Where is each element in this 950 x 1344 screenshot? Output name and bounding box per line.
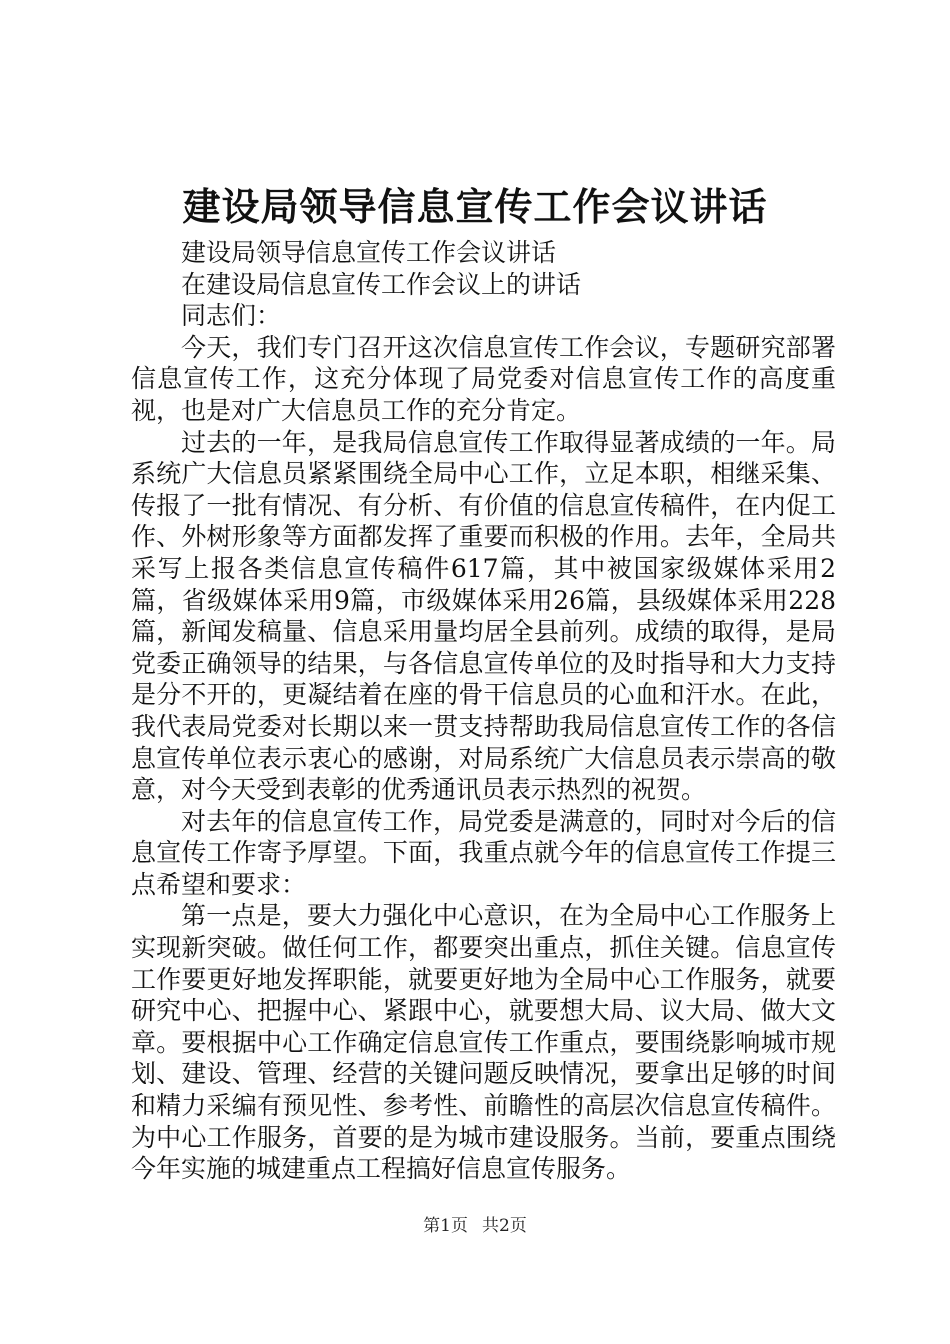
page-footer: [0, 1214, 950, 1238]
paragraph-requirements: 对去年的信息宣传工作，局党委是满意的，同时对今后的信息宣传工作寄予厚望。下面，我重点就今年的信息宣传工作提三点希望和要求：: [131, 806, 836, 899]
document-body: [131, 237, 836, 1185]
paragraph-salutation: 同志们：: [181, 301, 282, 331]
paragraph-heading: 建设局领导信息宣传工作会议讲话: [181, 238, 557, 267]
paragraph-intro: 今天，我们专门召开这次信息宣传工作会议，专题研究部署信息宣传工作，这充分体现了局党委对信息宣传工作的高度重视，也是对广大信息员工作的充分肯定。: [131, 332, 836, 425]
document-title: 建设局领导信息宣传工作会议讲话: [182, 184, 768, 229]
paragraph-review: 过去的一年，是我局信息宣传工作取得显著成绩的一年。局系统广大信息员紧紧围绕全局中心工作，立足本职，相继采集、传报了一批有情况、有分析、有价值的信息宣传稿件，在内促工作、外树形象等方面都发挥了重要而积极的作用。去年，全局共采写上报各类信息宣传稿件617篇，其中被国家级媒体采用2篇，省级媒体采用9篇，市级媒体采用26篇，县级媒体采用228篇，新闻发稿量、信息采用量均居全县前列。成绩的取得，是局党委正确领导的结果，与各信息宣传单位的及时指导和大力支持是分不开的，更凝结着在座的骨干信息员的心血和汗水。在此，我代表局党委对长期以来一贯支持帮助我局信息宣传工作的各信息宣传单位表示衷心的感谢，对局系统广大信息员表示崇高的敬意，对今天受到表彰的优秀通讯员表示热烈的祝贺。: [131, 427, 836, 805]
paragraph-subheading: 在建设局信息宣传工作会议上的讲话: [181, 269, 582, 299]
page-number-total: 共2页: [482, 1216, 527, 1236]
page-number-current: 第1页: [423, 1216, 468, 1236]
paragraph-point-one: 第一点是，要大力强化中心意识，在为全局中心工作服务上实现新突破。做任何工作，都要突出重点，抓住关键。信息宣传工作要更好地发挥职能，就要更好地为全局中心工作服务，就要研究中心、把握中心、紧跟中心，就要想大局、议大局、做大文章。要根据中心工作确定信息宣传工作重点，要围绕影响城市规划、建设、管理、经营的关键问题反映情况，要拿出足够的时间和精力采编有预见性、参考性、前瞻性的高层次信息宣传稿件。为中心工作服务，首要的是为城市建设服务。当前，要重点围绕今年实施的城建重点工程搞好信息宣传服务。: [131, 901, 836, 1184]
